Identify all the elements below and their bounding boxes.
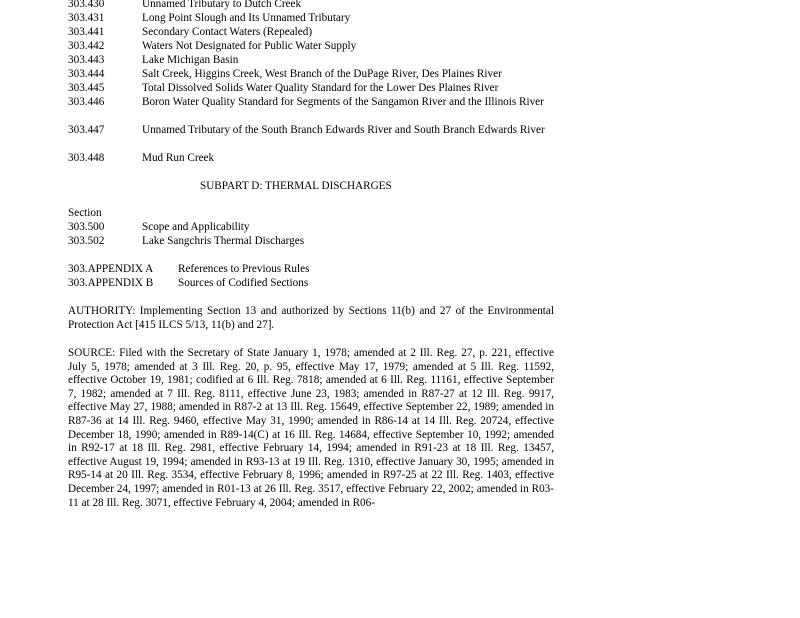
- section-number: 303.443: [68, 54, 105, 66]
- section-number: 303.500: [68, 221, 105, 233]
- section-number: 303.446: [68, 96, 105, 108]
- section-label: Section: [68, 207, 102, 219]
- section-title: Lake Sangchris Thermal Discharges: [142, 235, 305, 247]
- section-title: Salt Creek, Higgins Creek, West Branch of the DuPage River, Des Plaines River: [142, 68, 502, 80]
- appendix-title: References to Previous Rules: [178, 263, 310, 275]
- section-title: Waters Not Designated for Public Water Supply: [142, 40, 357, 52]
- appendix-number: 303.APPENDIX B: [68, 277, 154, 289]
- appendix-number: 303.APPENDIX A: [68, 263, 154, 275]
- section-number: 303.431: [68, 12, 105, 24]
- section-title: Unnamed Tributary of the South Branch Edwards River and South Branch Edwards River: [142, 124, 545, 136]
- authority-paragraph: AUTHORITY: Implementing Section 13 and authorized by Sections 11(b) and 27 of the Environmental Protection Act [415 ILCS 5/13, 11(b) and 27].: [68, 305, 554, 331]
- section-number: 303.442: [68, 40, 105, 52]
- section-title: Total Dissolved Solids Water Quality Standard for the Lower Des Plaines River: [142, 82, 499, 94]
- section-title: Lake Michigan Basin: [142, 54, 239, 66]
- appendix-title: Sources of Codified Sections: [178, 277, 309, 289]
- section-number: 303.444: [68, 68, 105, 80]
- section-number: 303.448: [68, 152, 105, 164]
- section-title: Scope and Applicability: [142, 221, 250, 233]
- section-title: Unnamed Tributary to Dutch Creek: [142, 0, 302, 10]
- section-number: 303.502: [68, 235, 105, 247]
- section-title: Secondary Contact Waters (Repealed): [142, 26, 313, 38]
- section-title: Boron Water Quality Standard for Segments of the Sangamon River and the Illinois River: [142, 96, 544, 108]
- section-number: 303.445: [68, 82, 105, 94]
- section-number: 303.430: [68, 0, 105, 10]
- section-number: 303.441: [68, 26, 105, 38]
- section-title: Mud Run Creek: [142, 152, 215, 164]
- source-paragraph: SOURCE: Filed with the Secretary of State January 1, 1978; amended at 2 Ill. Reg. 27, p. 221, effective July 5, 1978; amended at 3 Ill. Reg. 20, p. 95, effective May 17, 1979; amended at 5 Ill. Reg. 11592, effective October 19, 1981; codified at 6 Ill. Reg. 7818; amended at 6 Ill. Reg. 11161, effective September 7, 1982; amended at 7 Ill. Reg. 8111, effective June 23, 1983; amended in R87-27 at 12 Ill. Reg. 9917, effective May 27, 1988; amended in R87-2 at 13 Ill. Reg. 15649, effective September 22, 1989; amended in R87-36 at 14 Ill. Reg. 9460, effective May 31, 1990; amended in R86-14 at 14 Ill. Reg. 20724, effective December 18, 1990; amended in R89-14(C) at 16 Ill. Reg. 14684, effective September 10, 1992; amended in R92-17 at 18 Ill. Reg. 2981, effective February 14, 1994; amended in R91-23 at 18 Ill. Reg. 13457, effective August 19, 1994; amended in R93-13 at 19 Ill. Reg. 1310, effective January 30, 1995; amended in R95-14 at 20 Ill. Reg. 3534, effective February 8, 1996; amended in R97-25 at 22 Ill. Reg. 1403, effective December 24, 1997; amended in R01-13 at 26 Ill. Reg. 3517, effective February 22, 2002; amended in R03-11 at 28 Ill. Reg. 3071, effective February 4, 2004; amended in R06-: [68, 347, 554, 509]
- subpart-heading: SUBPART D: THERMAL DISCHARGES: [200, 180, 392, 192]
- section-number: 303.447: [68, 124, 105, 136]
- section-title: Long Point Slough and Its Unnamed Tributary: [142, 12, 351, 24]
